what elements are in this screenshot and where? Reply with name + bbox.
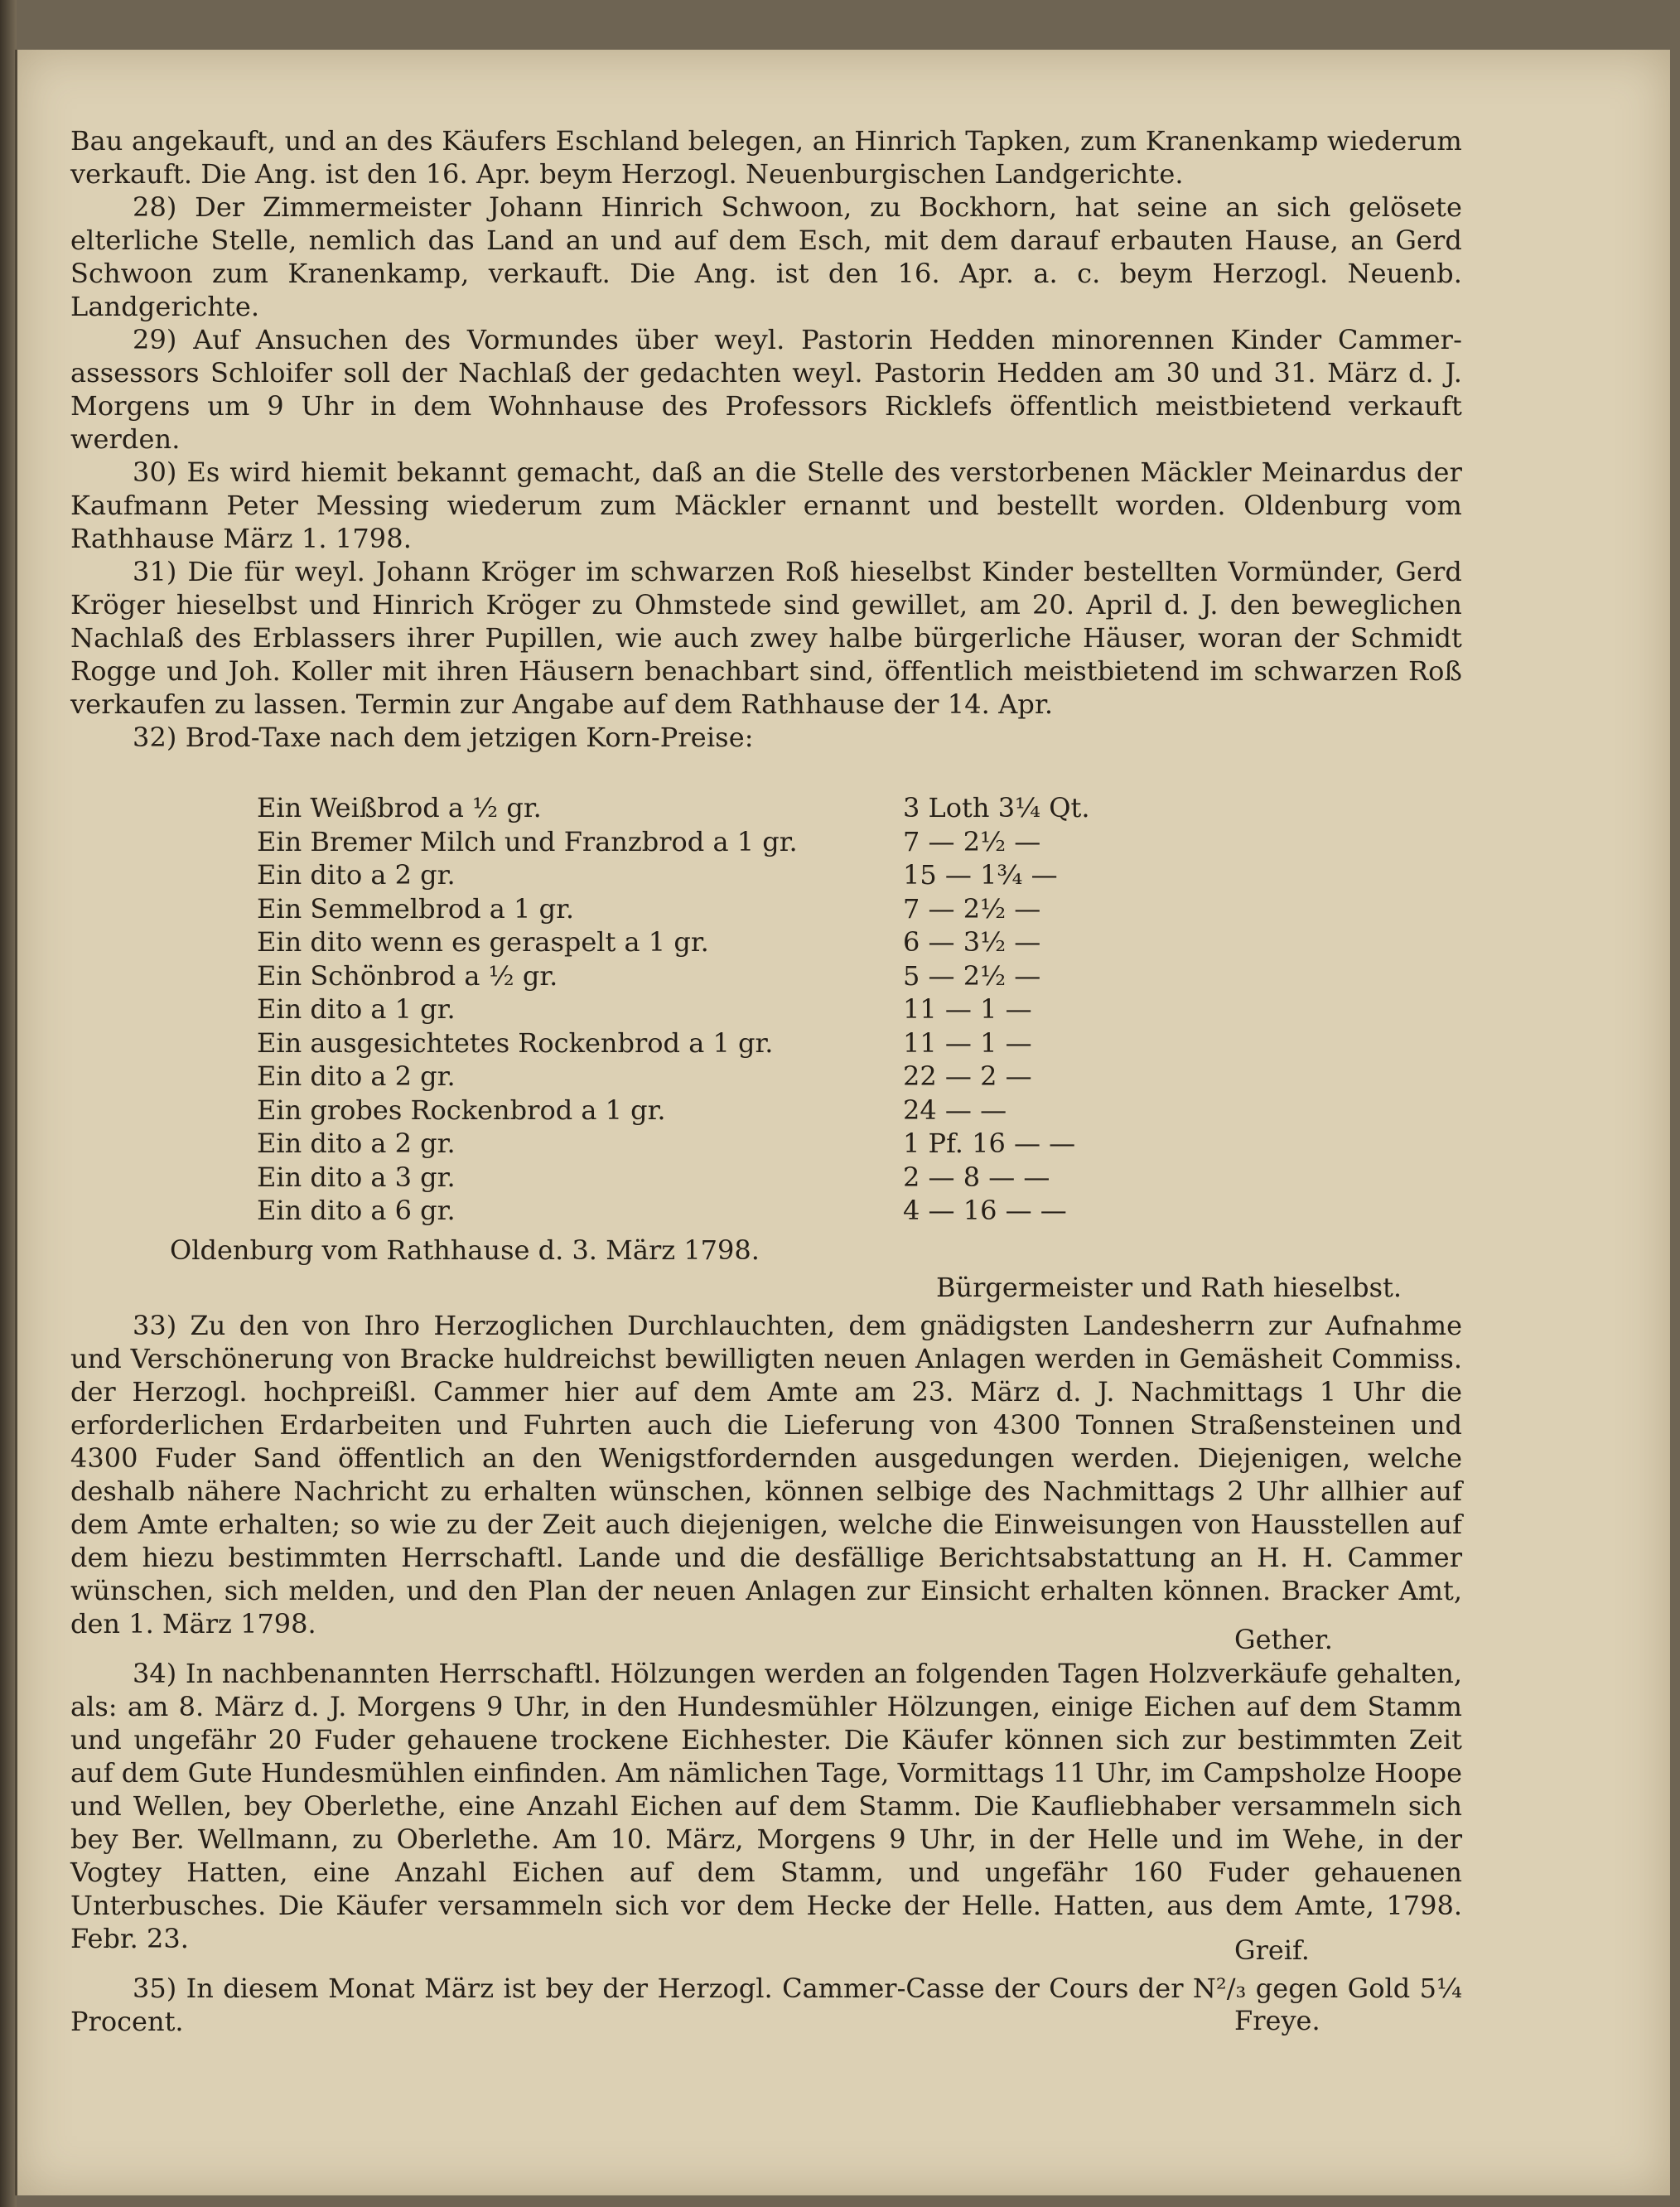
text-block-top (70, 124, 1462, 754)
taxe-item: Ein dito a 1 gr. (257, 993, 456, 1026)
book-spine (0, 0, 17, 2207)
paragraph-31: 31) Die für weyl. Johann Kröger im schwarzen Roß hieselbst Kinder bestellten Vormünder, Gerd Kröger hieselbst und Hinrich Kröger zu Ohmstede sind gewillet, am 20. April d. J. den beweglichen Nachlaß des Erblassers ihrer Pupillen, wie auch zwey halbe bürgerliche Häuser, woran der Schmidt Rogge und Joh. Koller mit ihren Häusern benachbart sind, öffentlich meistbietend im schwarzen Roß verkaufen zu lassen. Termin zur Angabe auf dem Rathhause der 14. Apr. (70, 556, 1462, 720)
table-row (257, 1161, 1185, 1195)
signature-33: Gether. (1234, 1624, 1333, 1655)
taxe-weight: 11 — 1 — (903, 1026, 1032, 1059)
taxe-weight: 7 — 2½ — (903, 825, 1041, 857)
paragraph-intro: Bau angekauft, und an des Käufers Eschland belegen, an Hinrich Tapken, zum Kranenkamp wiederum verkauft. Die Ang. ist den 16. Apr. beym Herzogl. Neuenburgischen Landgerichte. (70, 125, 1462, 190)
taxe-item: Ein dito a 2 gr. (257, 859, 456, 891)
taxe-item: Ein dito a 2 gr. (257, 1060, 456, 1093)
taxe-weight: 2 — 8 — — (903, 1161, 1050, 1193)
taxe-item: Ein ausgesichtetes Rockenbrod a 1 gr. (257, 1026, 774, 1059)
table-row (257, 1060, 1185, 1094)
text-block-34 (70, 1657, 1462, 1955)
table-row (257, 892, 1185, 926)
taxe-weight: 7 — 2½ — (903, 892, 1041, 925)
taxe-date-line: Oldenburg vom Rathhause d. 3. März 1798. (170, 1234, 760, 1266)
taxe-weight: 4 — 16 — — (903, 1195, 1067, 1227)
table-row (257, 1026, 1185, 1060)
brod-taxe-table (257, 791, 1185, 1228)
table-row (257, 1194, 1185, 1228)
table-row (257, 925, 1185, 959)
paragraph-34: 34) In nachbenannten Herrschaftl. Hölzungen werden an folgenden Tagen Holzverkäufe gehalten, als: am 8. März d. J. Morgens 9 Uhr, in den Hundesmühler Hölzungen, einige Eichen auf dem Stamm und ungefähr 20 Fuder gehauene trockene Eichhester. Die Käufer können sich zur bestimmten Zeit auf dem Gute Hundesmühlen einfinden. Am nämlichen Tage, Vormittags 11 Uhr, im Campsholze Hoope und Wellen, bey Oberlethe, eine Anzahl Eichen auf dem Stamm. Die Kaufliebhaber versammeln sich bey Ber. Wellmann, zu Oberlethe. Am 10. März, Morgens 9 Uhr, in der Helle und im Wehe, in der Vogtey Hatten, eine Anzahl Eichen auf dem Stamm, und ungefähr 160 Fuder gehauenen Unterbusches. Die Käufer versammeln sich vor dem Hecke der Helle. Hatten, aus dem Amte, 1798. Febr. 23. (70, 1658, 1462, 1954)
table-row (257, 1127, 1185, 1161)
signature-34: Greif. (1234, 1934, 1310, 1966)
taxe-item: Ein Bremer Milch und Franzbrod a 1 gr. (257, 825, 798, 857)
table-row (257, 825, 1185, 859)
taxe-signature: Bürgermeister und Rath hieselbst. (936, 1272, 1402, 1303)
paragraph-29: 29) Auf Ansuchen des Vormundes über weyl. Pastorin Hedden minorennen Kinder Cammer-assessors Schloifer soll der Nachlaß der gedachten weyl. Pastorin Hedden am 30 und 31. März d. J. Morgens um 9 Uhr in dem Wohnhause des Professors Ricklefs öffentlich meistbietend verkauft werden. (70, 324, 1462, 455)
taxe-weight: 1 Pf. 16 — — (903, 1128, 1076, 1160)
taxe-weight: 15 — 1¾ — (903, 859, 1058, 891)
table-row (257, 1094, 1185, 1128)
paragraph-33: 33) Zu den von Ihro Herzoglichen Durchlauchten, dem gnädigsten Landesherrn zur Aufnahme und Verschönerung von Bracke huldreichst bewilligten neuen Anlagen werden in Gemäsheit Commiss. der Herzogl. hochpreißl. Cammer hier auf dem Amte am 23. März d. J. Nachmittags 1 Uhr die erforderlichen Erdarbeiten und Fuhrten auch die Lieferung von 4300 Tonnen Straßensteinen und 4300 Fuder Sand öffentlich an den Wenigstfordernden ausgedungen werden. Diejenigen, welche deshalb nähere Nachricht zu erhalten wünschen, können selbige des Nachmittags 2 Uhr allhier auf dem Amte erhalten; so wie zu der Zeit auch diejenigen, welche die Einweisungen von Hausstellen auf dem hiezu bestimmten Herrschaftl. Lande und die desfällige Berichtsabstattung an H. H. Cammer wünschen, sich melden, und den Plan der neuen Anlagen zur Einsicht erhalten können. Bracker Amt, den 1. März 1798. (70, 1310, 1462, 1640)
taxe-weight: 22 — 2 — (903, 1060, 1032, 1093)
taxe-item: Ein dito a 6 gr. (257, 1195, 456, 1227)
taxe-item: Ein Semmelbrod a 1 gr. (257, 892, 575, 925)
text-block-33 (70, 1309, 1462, 1640)
taxe-item: Ein dito a 2 gr. (257, 1128, 456, 1160)
taxe-weight: 6 — 3½ — (903, 926, 1041, 959)
taxe-item: Ein dito a 3 gr. (257, 1161, 456, 1193)
taxe-item: Ein Weißbrod a ½ gr. (257, 792, 542, 824)
taxe-item: Ein dito wenn es geraspelt a 1 gr. (257, 926, 709, 959)
taxe-weight: 24 — — (903, 1094, 1007, 1126)
taxe-weight: 5 — 2½ — (903, 959, 1041, 992)
signature-35: Freye. (1234, 2005, 1320, 2036)
paragraph-32-heading: 32) Brod-Taxe nach dem jetzigen Korn-Preise: (133, 722, 754, 753)
paragraph-28: 28) Der Zimmermeister Johann Hinrich Schwoon, zu Bockhorn, hat seine an sich gelösete elterliche Stelle, nemlich das Land an und auf dem Esch, mit dem darauf erbauten Hause, an Gerd Schwoon zum Kranenkamp, verkauft. Die Ang. ist den 16. Apr. a. c. beym Herzogl. Neuenb. Landgerichte. (70, 191, 1462, 322)
table-row (257, 992, 1185, 1026)
table-row (257, 858, 1185, 892)
taxe-item: Ein Schönbrod a ½ gr. (257, 959, 558, 992)
paragraph-35: 35) In diesem Monat März ist bey der Herzogl. Cammer-Casse der Cours der N²/₃ gegen Gold 5¼ Procent. (70, 1973, 1462, 2037)
taxe-item: Ein grobes Rockenbrod a 1 gr. (257, 1094, 666, 1126)
taxe-weight: 11 — 1 — (903, 993, 1032, 1026)
table-row (257, 791, 1185, 825)
paragraph-30: 30) Es wird hiemit bekannt gemacht, daß an die Stelle des verstorbenen Mäckler Meinardus der Kaufmann Peter Messing wiederum zum Mäckler ernannt und bestellt worden. Oldenburg vom Rathhause März 1. 1798. (70, 456, 1462, 554)
taxe-weight: 3 Loth 3¼ Qt. (903, 792, 1090, 824)
table-row (257, 959, 1185, 993)
